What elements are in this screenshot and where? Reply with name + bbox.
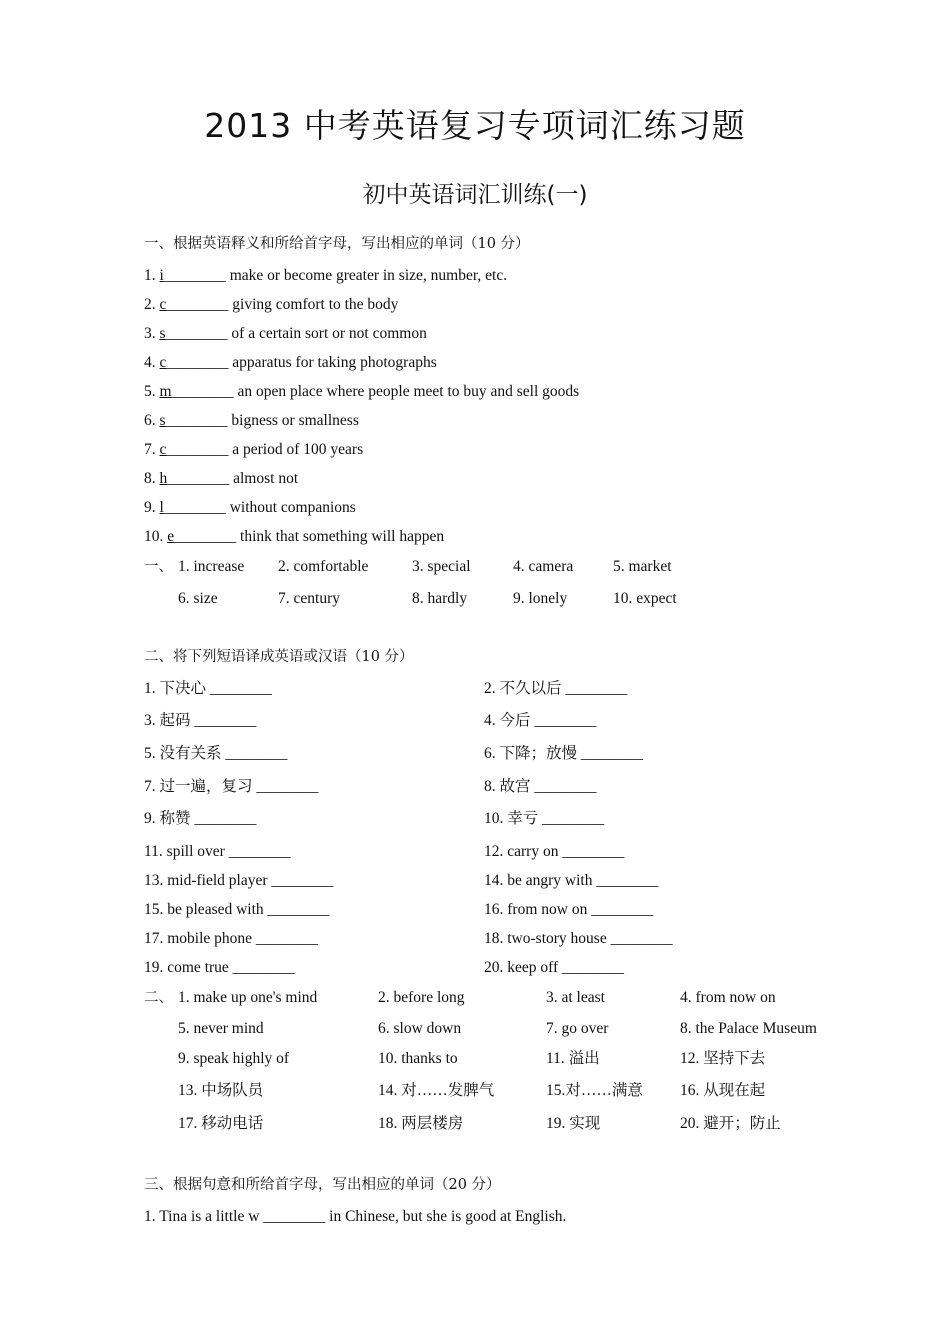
definition: giving comfort to the body — [232, 296, 399, 313]
section2-item-right: 10. 幸亏 ________ — [484, 810, 605, 827]
section2-item-left: 11. spill over ________ — [144, 843, 291, 860]
section2-answer: 18. 两层楼房 — [378, 1115, 464, 1132]
section2-item-left: 7. 过一遍，复习 ________ — [144, 778, 319, 795]
item-number: 1. — [144, 267, 160, 284]
answer-blank: ________ — [163, 267, 230, 284]
section2-answer: 15.对……满意 — [546, 1082, 643, 1099]
section2-answer-prefix: 二、 — [144, 990, 173, 1006]
section1-item — [144, 440, 363, 460]
initial-letter: h — [159, 470, 168, 487]
item-number: 10. — [144, 528, 168, 545]
section2-item-left: 5. 没有关系 ________ — [144, 745, 288, 762]
section2-answer: 11. 溢出 — [546, 1050, 600, 1067]
section3-item: 1. Tina is a little w ________ in Chinese, but she is good at English. — [144, 1208, 567, 1225]
initial-letter: c — [159, 354, 167, 371]
section2-item-left: 19. come true ________ — [144, 959, 295, 976]
section2-answer: 19. 实现 — [546, 1115, 601, 1132]
section2-item-right: 8. 故宫 ________ — [484, 778, 597, 795]
section2-item-right: 18. two-story house ________ — [484, 930, 673, 947]
section2-answer: 17. 移动电话 — [178, 1115, 264, 1132]
section2-item-right: 4. 今后 ________ — [484, 712, 597, 729]
section2-answer: 20. 避开；防止 — [680, 1115, 781, 1132]
section2-answer: 5. never mind — [178, 1020, 264, 1037]
answer-blank: ________ — [166, 354, 233, 371]
item-number: 3. — [144, 325, 160, 342]
section1-answer: 5. market — [613, 558, 672, 575]
section2-item-left: 3. 起码 ________ — [144, 712, 257, 729]
section2-answer: 2. before long — [378, 989, 465, 1006]
initial-letter: i — [159, 267, 164, 284]
section1-item — [144, 411, 359, 431]
section2-item-right: 14. be angry with ________ — [484, 872, 659, 889]
section1-answer-prefix: 一、 — [144, 559, 173, 575]
section2-item-left: 9. 称赞 ________ — [144, 810, 257, 827]
initial-letter: s — [159, 325, 166, 342]
section2-item-left: 1. 下决心 ________ — [144, 680, 272, 697]
answer-blank: ________ — [166, 296, 233, 313]
section2-heading: 二、将下列短语译成英语或汉语（10 分） — [144, 649, 414, 665]
section1-item — [144, 469, 298, 489]
answer-blank: ________ — [174, 528, 241, 545]
item-number: 2. — [144, 296, 160, 313]
section2-answer: 13. 中场队员 — [178, 1082, 264, 1099]
item-number: 5. — [144, 383, 160, 400]
section2-answer: 6. slow down — [378, 1020, 462, 1037]
section1-answer: 9. lonely — [513, 590, 568, 607]
initial-letter: m — [159, 383, 172, 400]
section2-answer: 8. the Palace Museum — [680, 1020, 817, 1037]
definition: make or become greater in size, number, etc. — [229, 267, 508, 284]
section1-heading: 一、根据英语释义和所给首字母，写出相应的单词（10 分） — [144, 236, 530, 252]
definition: of a certain sort or not common — [231, 325, 427, 342]
section2-answer: 7. go over — [546, 1020, 609, 1037]
section1-answer: 8. hardly — [412, 590, 468, 607]
section1-answer: 4. camera — [513, 558, 574, 575]
definition: an open place where people meet to buy and sell goods — [237, 383, 580, 400]
answer-blank: ________ — [171, 383, 238, 400]
section1-answer: 6. size — [178, 590, 218, 607]
item-number: 9. — [144, 499, 160, 516]
answer-blank: ________ — [166, 441, 233, 458]
section2-item-right: 12. carry on ________ — [484, 843, 625, 860]
definition: apparatus for taking photographs — [232, 354, 437, 371]
section2-answer: 9. speak highly of — [178, 1050, 290, 1067]
section2-answer: 1. make up one's mind — [178, 989, 318, 1006]
section1-item — [144, 382, 579, 402]
definition: think that something will happen — [240, 528, 445, 545]
section3-heading: 三、根据句意和所给首字母，写出相应的单词（20 分） — [144, 1177, 501, 1193]
section1-answer: 2. comfortable — [278, 558, 369, 575]
item-number: 4. — [144, 354, 160, 371]
item-number: 7. — [144, 441, 160, 458]
section1-item — [144, 498, 356, 518]
section2-item-right: 6. 下降；放慢 ________ — [484, 745, 643, 762]
initial-letter: e — [167, 528, 175, 545]
section1-item — [144, 353, 437, 373]
section1-answer: 1. increase — [178, 558, 245, 575]
initial-letter: l — [159, 499, 164, 516]
initial-letter: s — [159, 412, 166, 429]
page-title: 2013 中考英语复习专项词汇练习题 — [204, 106, 746, 145]
section2-answer: 12. 坚持下去 — [680, 1050, 766, 1067]
section2-item-right: 16. from now on ________ — [484, 901, 654, 918]
definition: a period of 100 years — [232, 441, 364, 458]
definition: without companions — [229, 499, 356, 516]
section1-item — [144, 324, 427, 344]
section1-answer: 3. special — [412, 558, 471, 575]
initial-letter: c — [159, 441, 167, 458]
initial-letter: c — [159, 296, 167, 313]
section2-item-right: 2. 不久以后 ________ — [484, 680, 628, 697]
page-subtitle: 初中英语词汇训练(一) — [362, 182, 588, 208]
definition: almost not — [233, 470, 299, 487]
answer-blank: ________ — [163, 499, 230, 516]
answer-blank: ________ — [165, 412, 232, 429]
section1-item — [144, 527, 444, 547]
section2-item-left: 13. mid-field player ________ — [144, 872, 334, 889]
section2-item-right: 20. keep off ________ — [484, 959, 625, 976]
section2-item-left: 15. be pleased with ________ — [144, 901, 330, 918]
section2-answer: 14. 对……发脾气 — [378, 1082, 495, 1099]
item-number: 8. — [144, 470, 160, 487]
answer-blank: ________ — [167, 470, 234, 487]
section2-answer: 16. 从现在起 — [680, 1082, 766, 1099]
section2-answer: 4. from now on — [680, 989, 776, 1006]
section1-answer: 10. expect — [613, 590, 677, 607]
section2-answer: 10. thanks to — [378, 1050, 458, 1067]
section2-item-left: 17. mobile phone ________ — [144, 930, 318, 947]
item-number: 6. — [144, 412, 160, 429]
section1-item — [144, 295, 398, 315]
section1-answer: 7. century — [278, 590, 340, 607]
section1-item — [144, 266, 507, 286]
definition: bigness or smallness — [231, 412, 359, 429]
section2-answer: 3. at least — [546, 989, 605, 1006]
answer-blank: ________ — [165, 325, 232, 342]
